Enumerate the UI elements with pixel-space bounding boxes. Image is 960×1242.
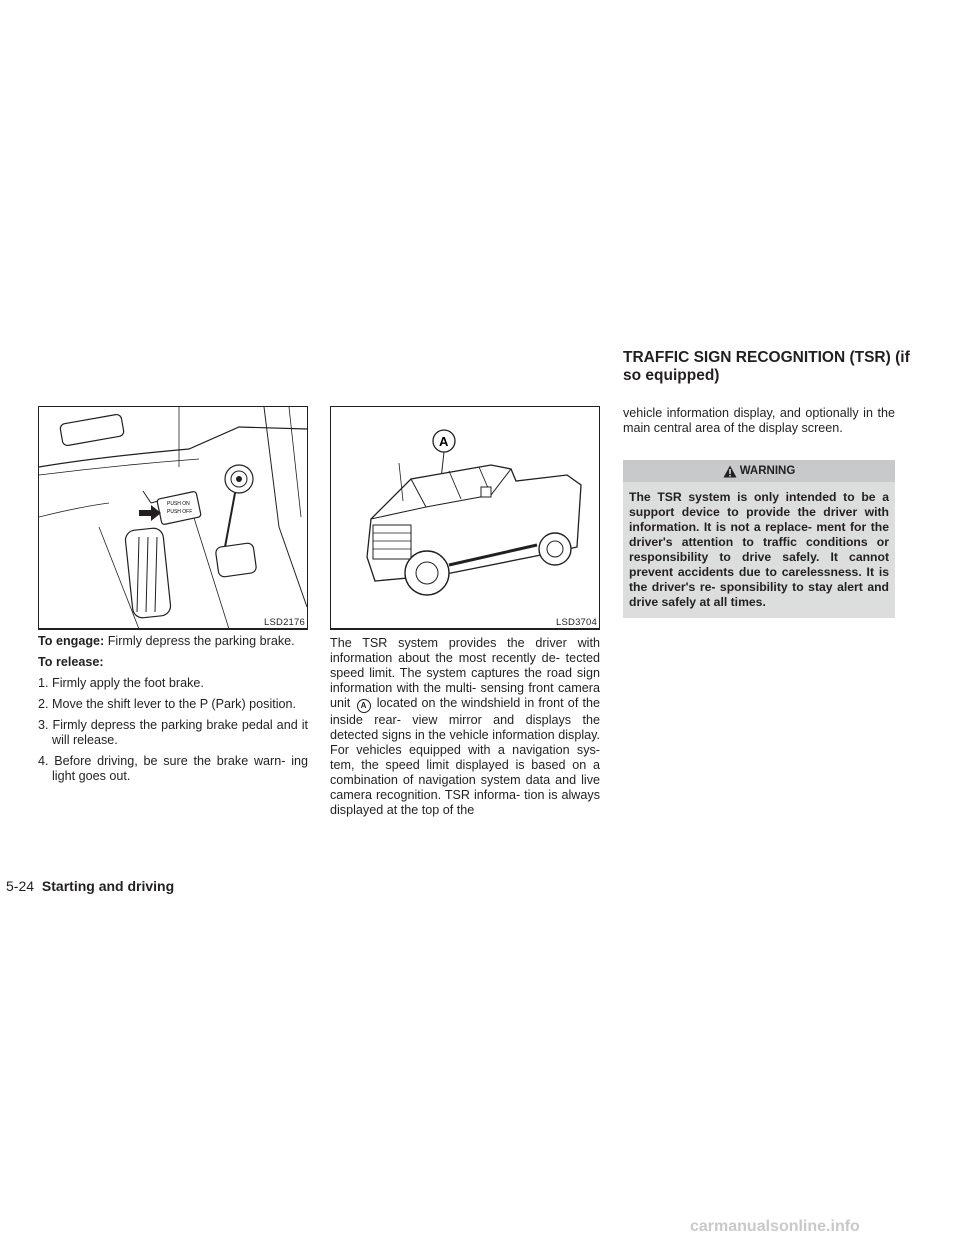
release-step-2: 2. Move the shift lever to the P (Park) position.: [38, 697, 297, 711]
release-step-1: 1. Firmly apply the foot brake.: [38, 676, 204, 690]
release-step-4: 4. Before driving, be sure the brake warn- ing light goes out.: [38, 754, 308, 783]
release-label: To release:: [38, 655, 104, 669]
engage-label: To engage:: [38, 634, 105, 648]
parking-brake-instructions: [38, 634, 308, 784]
figure-tsr-camera-location: [330, 406, 600, 630]
release-step-3: 3. Firmly depress the parking brake pedal and it will release.: [38, 718, 308, 747]
tsr-text-after: located on the windshield in front of the inside rear- view mirror and displays the detected signs in the vehicle information display. For vehicles equipped with a navigation sys- tem, the speed limit displayed is based on a combination of navigation system data and live camera recognition. TSR informa- tion is always displayed at the top of the: [330, 696, 601, 817]
tsr-description-continued: vehicle information display, and optionally in the main central area of the display screen.: [623, 406, 895, 435]
section-title: TRAFFIC SIGN RECOGNITION (TSR) (if so equipped): [623, 349, 910, 384]
truck-illustration: [331, 407, 599, 629]
push-on-label: PUSH ON: [167, 501, 190, 507]
arrow-icon: [139, 505, 161, 521]
tsr-description: [330, 636, 600, 818]
figure-code: LSD2176: [263, 617, 305, 628]
warning-header: [623, 460, 895, 482]
figure-parking-brake-pedal: [38, 406, 308, 630]
warning-box: [623, 460, 895, 618]
warning-text: The TSR system is only intended to be a support device to provide the driver with information. It is not a replace- ment for the driver's attention to traffic conditions or responsibility to drive safely. It cannot prevent accidents due to carelessness. It is the driver's re- sponsibility to stay alert and drive safely at all times.: [629, 490, 889, 609]
figure-code: LSD3704: [555, 617, 597, 628]
parking-brake-illustration: [39, 407, 307, 629]
page-number: 5-24: [6, 878, 35, 894]
push-off-label: PUSH OFF: [167, 509, 193, 515]
chapter-title: Starting and driving: [41, 878, 175, 894]
warning-triangle-icon: [723, 465, 737, 478]
callout-a-label: A: [439, 434, 449, 449]
engage-text: Firmly depress the parking brake.: [107, 634, 295, 648]
tsr-text-before: The TSR system provides the driver with information about the most recently de- tected speed limit. The system captures the road sign information with the multi- sensing front camera unit: [330, 636, 600, 710]
page-footer: [6, 878, 174, 894]
callout-a-marker: A: [357, 699, 371, 713]
warning-title: WARNING: [739, 465, 796, 477]
watermark: carmanualsonline.info: [690, 1218, 860, 1235]
